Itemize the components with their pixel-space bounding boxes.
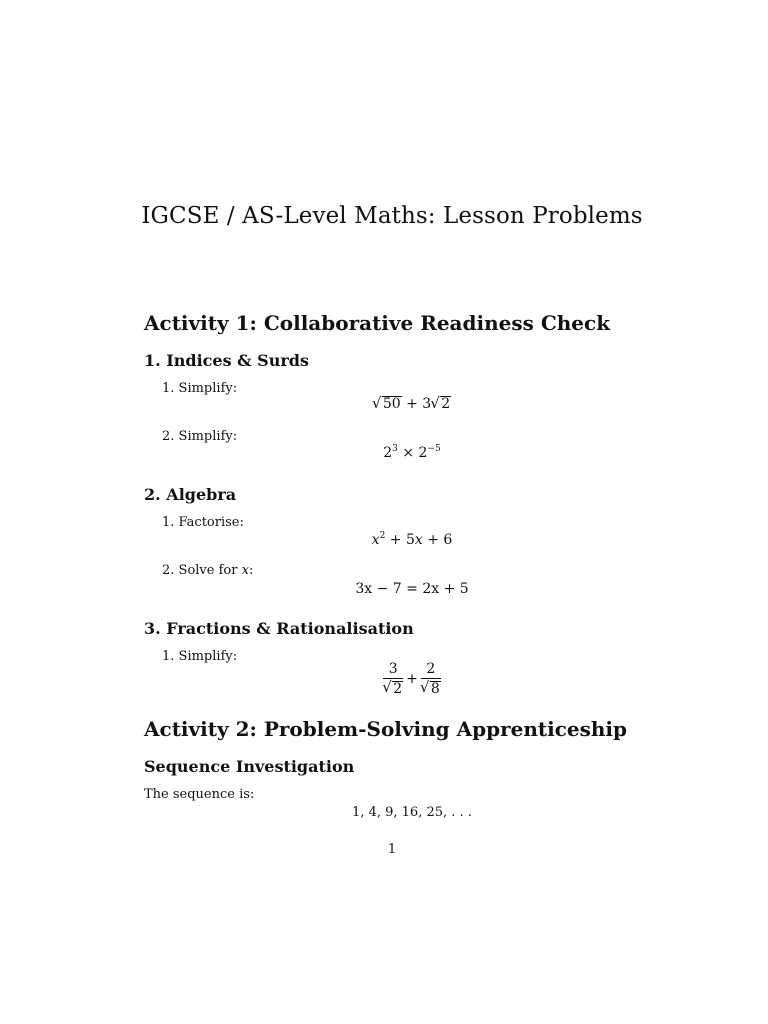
sqrt-symbol: √ 8 — [421, 681, 441, 697]
page-number: 1 — [387, 842, 397, 857]
problem-label: 2. Solve for x: — [162, 563, 254, 578]
section-fractions-heading: 3. Fractions & Rationalisation — [144, 619, 414, 638]
sequence-expression: 1, 4, 9, 16, 25, . . . — [352, 805, 472, 820]
sequence-intro-text: The sequence is: — [144, 787, 255, 802]
fraction: 2 √ 8 — [421, 661, 441, 697]
sqrt-symbol: √ 2 — [383, 681, 403, 697]
problem-label: 1. Simplify: — [162, 381, 238, 396]
section-indices-surds-heading: 1. Indices & Surds — [144, 351, 309, 370]
math-expression-quadratic: $x^2 + 5x + 6$ — [371, 531, 453, 548]
fraction: 3 √ 2 — [383, 661, 403, 697]
problem-label: 1. Factorise: — [162, 515, 244, 530]
activity-2-heading: Activity 2: Problem-Solving Apprenticeship — [144, 717, 628, 741]
problem-label: 1. Simplify: — [162, 649, 238, 664]
math-expression-fractions: 3 √ 2 + 2 √ 8 — [230, 661, 594, 697]
math-expression-surds: √ 50 + 3√ 2 — [230, 396, 594, 412]
sequence-investigation-heading: Sequence Investigation — [144, 757, 355, 776]
document-title: IGCSE / AS-Level Maths: Lesson Problems — [141, 203, 643, 229]
sqrt-symbol: √ 2 — [431, 396, 451, 412]
sqrt-symbol: √ 50 — [373, 396, 402, 412]
problem-label: 2. Simplify: — [162, 429, 238, 444]
activity-1-heading: Activity 1: Collaborative Readiness Check — [144, 311, 611, 335]
math-expression-indices: $2^3 \times 2^{-5}$ — [383, 444, 441, 461]
section-algebra-heading: 2. Algebra — [144, 485, 237, 504]
math-equation-linear: 3x − 7 = 2x + 5 — [355, 581, 469, 597]
